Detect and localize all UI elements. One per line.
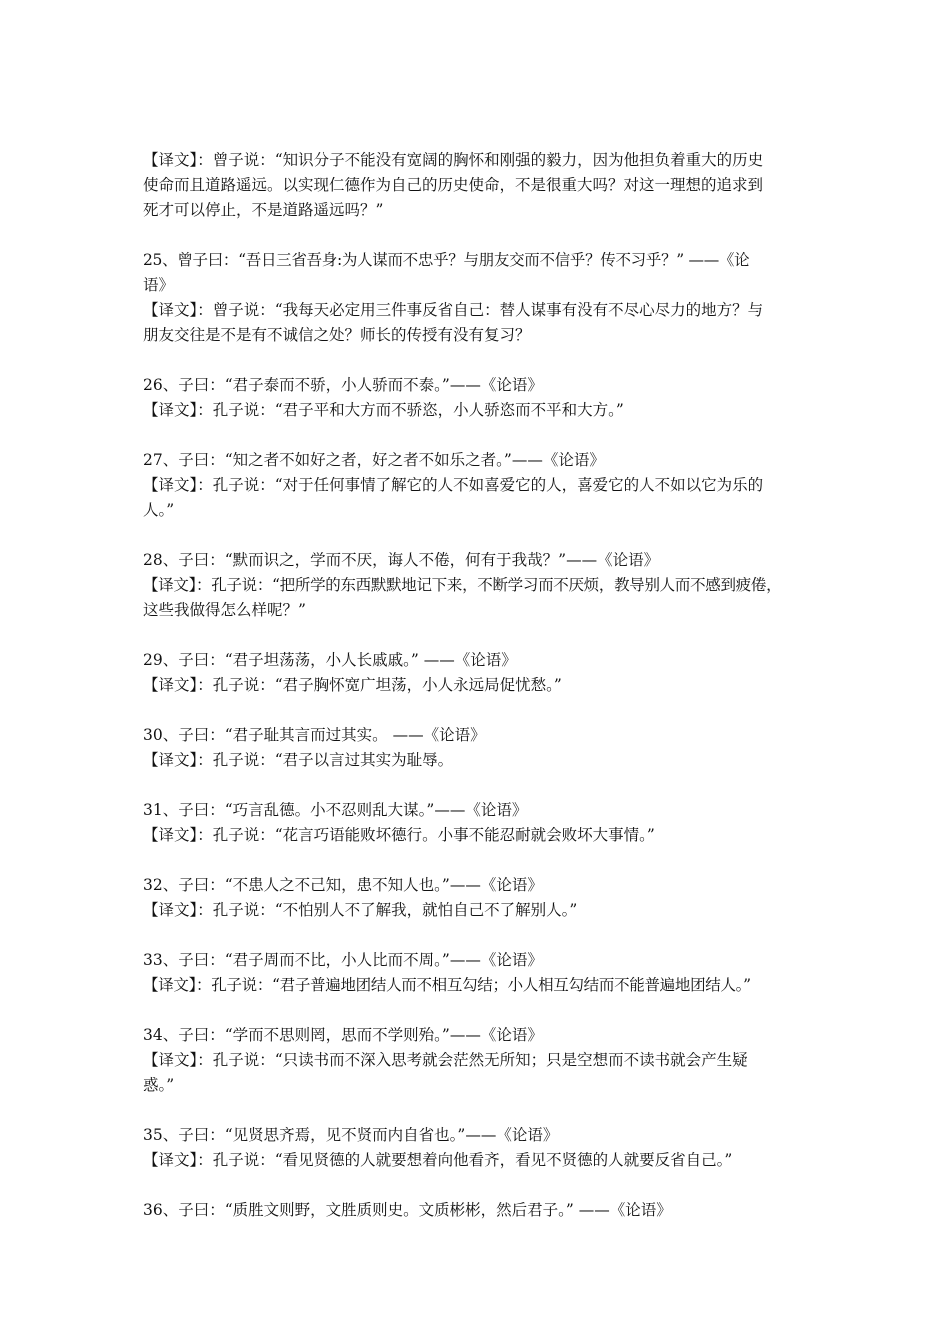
paragraph-gap xyxy=(143,423,815,448)
translation-line: 【译文】：孔子说：“君子平和大方而不骄恣，小人骄恣而不平和大方。” xyxy=(143,401,624,419)
paragraph-gap xyxy=(143,523,815,548)
paragraph-gap xyxy=(143,998,815,1023)
entry-30 xyxy=(143,723,815,773)
entry-25 xyxy=(143,248,815,348)
entry-31 xyxy=(143,798,815,848)
paragraph-gap xyxy=(143,348,815,373)
quote-line: 26、子曰：“君子泰而不骄，小人骄而不泰。”——《论语》 xyxy=(143,376,543,394)
translation-line: 【译文】：孔子说：“对于任何事情了解它的人不如喜爱它的人，喜爱它的人不如以它为乐的 xyxy=(143,476,764,494)
quote-line: 27、子曰：“知之者不如好之者，好之者不如乐之者。”——《论语》 xyxy=(143,451,605,469)
translation-line: 【译文】：孔子说：“把所学的东西默默地记下来，不断学习而不厌烦，教导别人而不感到疲倦， xyxy=(143,576,782,594)
entry-35 xyxy=(143,1123,815,1173)
entry-32 xyxy=(143,873,815,923)
entry-27 xyxy=(143,448,815,523)
translation-line: 【译文】：曾子说：“知识分子不能没有宽阔的胸怀和刚强的毅力，因为他担负着重大的历史 xyxy=(143,151,764,169)
paragraph-gap xyxy=(143,848,815,873)
quote-line: 25、曾子曰：“吾日三省吾身:为人谋而不忠乎？与朋友交而不信乎？传不习乎？” ——《论 xyxy=(143,251,750,269)
quote-line: 33、子曰：“君子周而不比，小人比而不周。”——《论语》 xyxy=(143,951,543,969)
entry-28 xyxy=(143,548,815,623)
paragraph-gap xyxy=(143,773,815,798)
quote-line: 31、子曰：“巧言乱德。小不忍则乱大谋。”——《论语》 xyxy=(143,801,528,819)
quote-line: 34、子曰：“学而不思则罔，思而不学则殆。”——《论语》 xyxy=(143,1026,543,1044)
translation-line: 【译文】：孔子说：“只读书而不深入思考就会茫然无所知；只是空想而不读书就会产生疑 xyxy=(143,1051,748,1069)
quote-line: 29、子曰：“君子坦荡荡，小人长戚戚。” ——《论语》 xyxy=(143,651,517,669)
quote-line: 35、子曰：“见贤思齐焉，见不贤而内自省也。”——《论语》 xyxy=(143,1126,559,1144)
translation-line: 【译文】：孔子说：“不怕别人不了解我，就怕自己不了解别人。” xyxy=(143,901,578,919)
entry-24-translation xyxy=(143,148,815,223)
paragraph-gap xyxy=(143,623,815,648)
entry-34 xyxy=(143,1023,815,1098)
translation-line: 【译文】：孔子说：“花言巧语能败坏德行。小事不能忍耐就会败坏大事情。” xyxy=(143,826,655,844)
translation-line: 【译文】：孔子说：“君子普遍地团结人而不相互勾结；小人相互勾结而不能普遍地团结人。” xyxy=(143,976,751,994)
translation-line: 死才可以停止，不是道路遥远吗？” xyxy=(143,201,384,219)
quote-line: 语》 xyxy=(143,276,175,294)
entry-29 xyxy=(143,648,815,698)
paragraph-gap xyxy=(143,223,815,248)
document-page xyxy=(143,148,815,1223)
translation-line: 【译文】：孔子说：“君子以言过其实为耻辱。 xyxy=(143,751,454,769)
paragraph-gap xyxy=(143,1173,815,1198)
paragraph-gap xyxy=(143,1098,815,1123)
translation-line: 【译文】：曾子说：“我每天必定用三件事反省自己：替人谋事有没有不尽心尽力的地方？与 xyxy=(143,301,764,319)
entry-33 xyxy=(143,948,815,998)
entry-26 xyxy=(143,373,815,423)
translation-line: 使命而且道路遥远。以实现仁德作为自己的历史使命，不是很重大吗？对这一理想的追求到 xyxy=(143,176,764,194)
entry-36 xyxy=(143,1198,815,1223)
translation-line: 【译文】：孔子说：“看见贤德的人就要想着向他看齐，看见不贤德的人就要反省自己。” xyxy=(143,1151,733,1169)
translation-line: 朋友交往是不是有不诚信之处？师长的传授有没有复习？ xyxy=(143,326,531,344)
translation-line: 惑。” xyxy=(143,1076,175,1094)
translation-line: 人。” xyxy=(143,501,175,519)
paragraph-gap xyxy=(143,923,815,948)
quote-line: 32、子曰：“不患人之不己知，患不知人也。”——《论语》 xyxy=(143,876,543,894)
quote-line: 30、子曰：“君子耻其言而过其实。 ——《论语》 xyxy=(143,726,486,744)
quote-line: 28、子曰：“默而识之，学而不厌，诲人不倦，何有于我哉？”——《论语》 xyxy=(143,551,660,569)
paragraph-gap xyxy=(143,698,815,723)
quote-line: 36、子曰：“质胜文则野，文胜质则史。文质彬彬，然后君子。” ——《论语》 xyxy=(143,1201,672,1219)
translation-line: 【译文】：孔子说：“君子胸怀宽广坦荡，小人永远局促忧愁。” xyxy=(143,676,562,694)
translation-line: 这些我做得怎么样呢？” xyxy=(143,601,306,619)
